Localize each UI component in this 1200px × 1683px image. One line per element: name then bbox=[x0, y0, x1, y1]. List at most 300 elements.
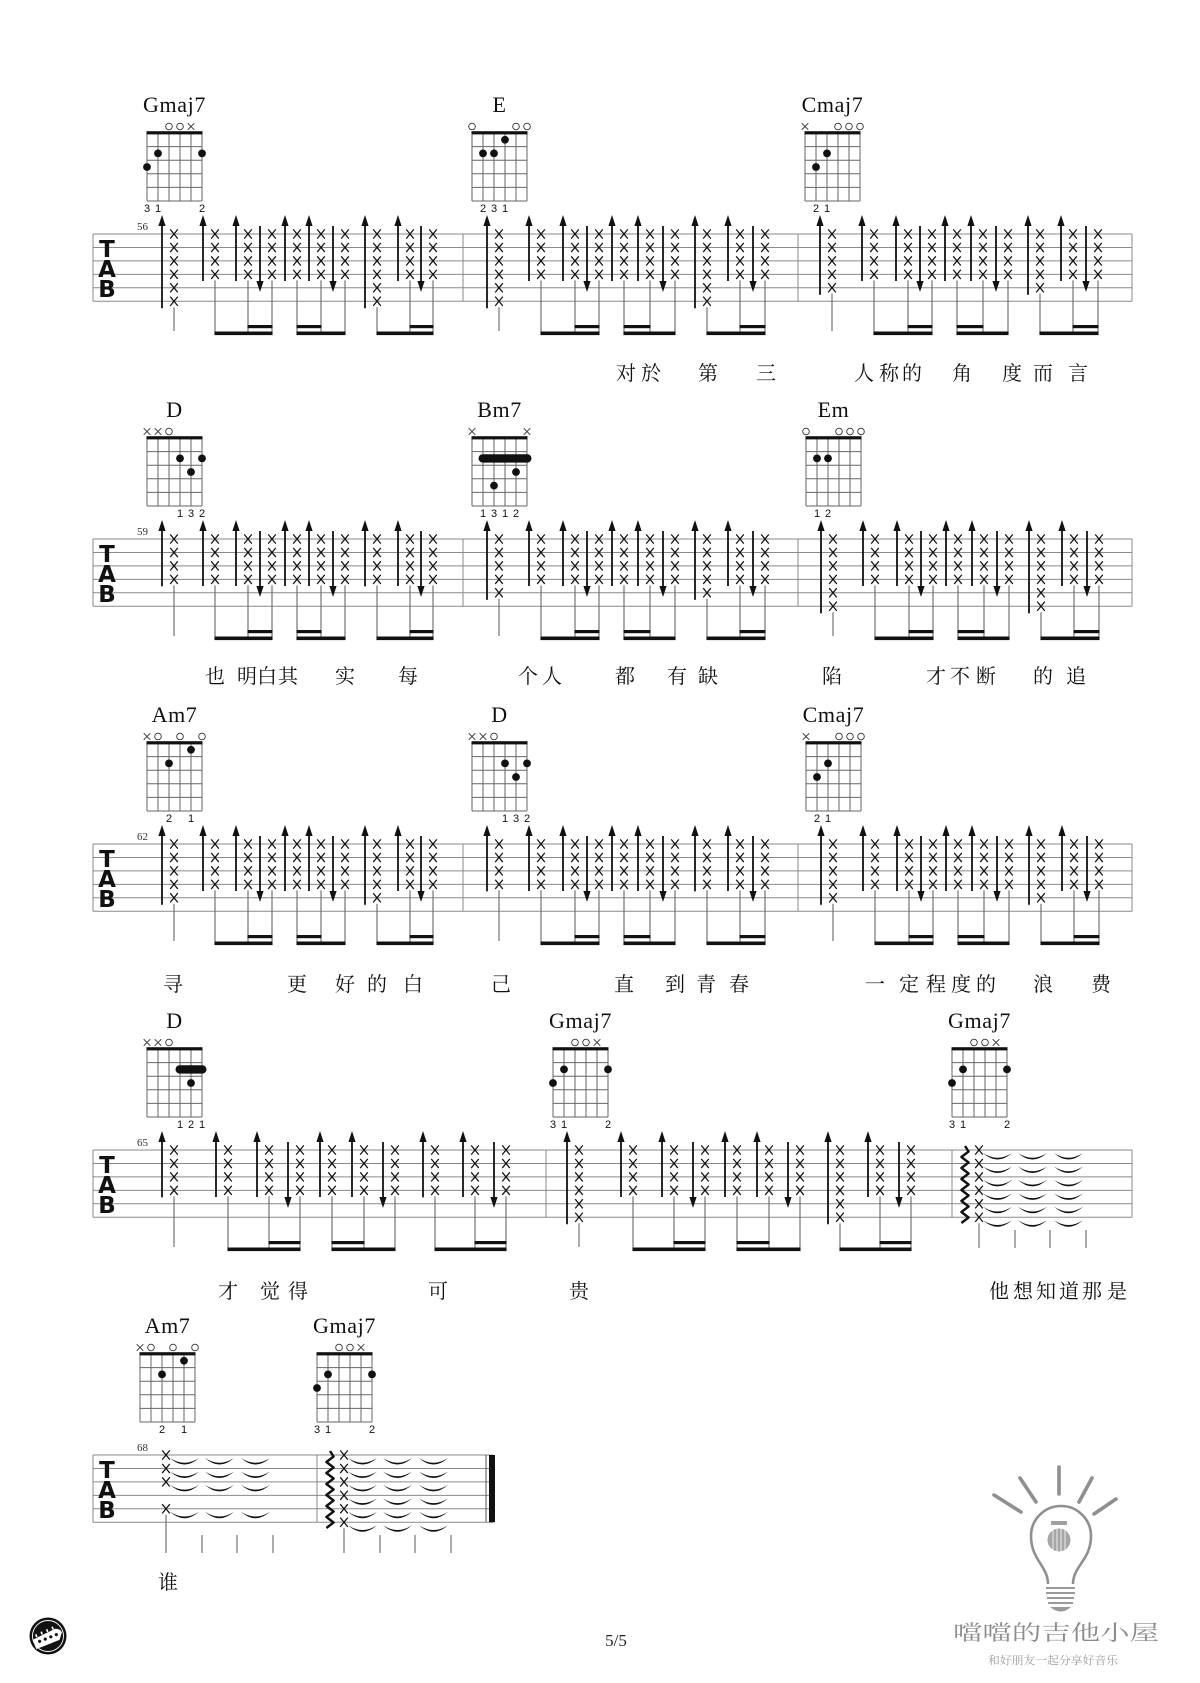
lyric-syllable: 浪 bbox=[1033, 972, 1053, 996]
eighth-beam bbox=[541, 942, 600, 946]
finger-dot bbox=[158, 1371, 166, 1379]
strum-event bbox=[892, 215, 911, 335]
open-string-icon bbox=[857, 123, 864, 130]
tab-system bbox=[93, 1313, 495, 1594]
eighth-beam bbox=[958, 942, 1010, 946]
open-string-icon bbox=[148, 1344, 155, 1351]
arrow-up-icon bbox=[859, 825, 866, 836]
tab-clef-letter: B bbox=[98, 887, 116, 913]
tie-arc bbox=[419, 1471, 448, 1478]
arrow-up-icon bbox=[816, 215, 823, 226]
sixteenth-beam bbox=[410, 325, 434, 328]
finger-dot bbox=[187, 468, 195, 476]
strum-event bbox=[158, 215, 177, 331]
finger-dot bbox=[823, 150, 831, 158]
arrow-down-icon bbox=[379, 1197, 386, 1208]
arrow-up-icon bbox=[817, 520, 824, 531]
arrow-down-icon bbox=[992, 281, 999, 292]
nut bbox=[806, 741, 862, 744]
strum-event bbox=[394, 215, 413, 335]
measure-number: 65 bbox=[137, 1137, 148, 1149]
chord-diagram bbox=[803, 397, 865, 520]
arrow-up-icon bbox=[1058, 825, 1065, 836]
arrow-up-icon bbox=[305, 825, 312, 836]
tie-arc bbox=[241, 1485, 270, 1492]
measure-number: 68 bbox=[137, 1442, 148, 1454]
strum-event bbox=[859, 520, 878, 640]
lyric-syllable: 人 bbox=[542, 664, 562, 688]
muted-string-icon bbox=[155, 428, 162, 435]
arrow-up-icon bbox=[199, 825, 206, 836]
finger-number: 3 bbox=[512, 813, 520, 825]
eighth-beam bbox=[377, 942, 434, 946]
tie-arc bbox=[348, 1471, 377, 1478]
strum-event bbox=[419, 1131, 438, 1251]
strum-event bbox=[394, 825, 413, 945]
arrow-down-icon bbox=[329, 891, 336, 902]
guitar-bridge-icon bbox=[1051, 1521, 1067, 1525]
arrow-down-icon bbox=[993, 891, 1000, 902]
lyric-syllable: 谁 bbox=[158, 1570, 178, 1594]
arrow-up-icon bbox=[617, 1131, 624, 1142]
sixteenth-beam bbox=[575, 935, 600, 938]
arrow-up-icon bbox=[212, 1131, 219, 1142]
finger-number: 1 bbox=[324, 1424, 332, 1436]
arrow-up-icon bbox=[724, 215, 731, 226]
finger-number: 2 bbox=[158, 1424, 166, 1436]
arrow-up-icon bbox=[721, 1131, 728, 1142]
chord-diagram bbox=[948, 1008, 1011, 1131]
open-string-icon bbox=[336, 1344, 343, 1351]
open-string-icon bbox=[491, 733, 498, 740]
arrow-up-icon bbox=[419, 1131, 426, 1142]
lyric-syllable: 白 bbox=[257, 664, 277, 688]
chord-name: Gmaj7 bbox=[313, 1313, 376, 1338]
arrow-down-icon bbox=[256, 281, 263, 292]
muted-string-icon bbox=[137, 1344, 144, 1351]
arrow-up-icon bbox=[691, 215, 698, 226]
eighth-beam bbox=[541, 637, 600, 641]
arrow-up-icon bbox=[158, 215, 165, 226]
sixteenth-beam bbox=[624, 325, 651, 328]
lyric-syllable: 他 bbox=[989, 1279, 1009, 1303]
finger-dot bbox=[501, 136, 509, 144]
tie-arc bbox=[383, 1512, 412, 1519]
arrow-up-icon bbox=[232, 825, 239, 836]
arrow-down-icon bbox=[917, 891, 924, 902]
tie-arc bbox=[241, 1471, 270, 1478]
measure bbox=[144, 397, 463, 640]
arrow-up-icon bbox=[608, 825, 615, 836]
lyric-syllable: 而 bbox=[1033, 361, 1053, 385]
sixteenth-beam bbox=[1073, 325, 1099, 328]
lyric-syllable: 的 bbox=[367, 972, 387, 996]
strum-event bbox=[967, 215, 986, 335]
lyric-syllable: 费 bbox=[1091, 972, 1111, 996]
lyric-syllable: 都 bbox=[615, 664, 635, 688]
strum-event bbox=[329, 226, 348, 335]
strum-event bbox=[917, 836, 936, 945]
arrow-up-icon bbox=[634, 215, 641, 226]
finger-number: 2 bbox=[1003, 1119, 1011, 1131]
muted-string-icon bbox=[358, 1344, 365, 1351]
strum-event bbox=[784, 1142, 803, 1251]
page-number: 5/5 bbox=[605, 1631, 627, 1650]
lyric-syllable: 角 bbox=[952, 361, 972, 385]
strum-event bbox=[721, 1131, 740, 1251]
measure bbox=[313, 1313, 495, 1553]
chord-diagram bbox=[144, 397, 206, 520]
open-string-icon bbox=[847, 733, 854, 740]
chord-name: D bbox=[491, 702, 508, 727]
strum-event bbox=[968, 520, 987, 640]
tie-arc bbox=[1018, 1220, 1047, 1227]
tie-arc bbox=[241, 1458, 270, 1465]
arrow-down-icon bbox=[917, 586, 924, 597]
strum-event bbox=[1083, 836, 1102, 945]
strum-event bbox=[199, 520, 218, 640]
lyric-syllable: 对 bbox=[616, 361, 636, 385]
tie-arc bbox=[419, 1525, 448, 1532]
finger-number: 2 bbox=[523, 813, 531, 825]
tie-arc bbox=[1018, 1153, 1047, 1160]
chord-name: Gmaj7 bbox=[549, 1008, 612, 1033]
strum-event bbox=[212, 1131, 231, 1251]
tie-arc bbox=[205, 1471, 234, 1478]
strum-event bbox=[559, 520, 578, 640]
arrow-up-icon bbox=[199, 520, 206, 531]
logo-title: 噹噹的吉他小屋 bbox=[953, 1621, 1159, 1645]
arrow-down-icon bbox=[583, 281, 590, 292]
eighth-beam bbox=[541, 332, 600, 336]
arrow-up-icon bbox=[942, 520, 949, 531]
eighth-beam bbox=[215, 332, 273, 336]
finger-dot bbox=[948, 1079, 956, 1087]
finger-dot bbox=[313, 1384, 321, 1392]
arrow-up-icon bbox=[158, 825, 165, 836]
finger-number: 2 bbox=[198, 508, 206, 520]
lyrics-line bbox=[205, 664, 1086, 688]
arrow-up-icon bbox=[1025, 825, 1032, 836]
eighth-beam bbox=[228, 1248, 301, 1252]
arrow-up-icon bbox=[724, 520, 731, 531]
finger-number: 1 bbox=[501, 203, 509, 215]
measure-number: 56 bbox=[137, 221, 148, 233]
strum-event bbox=[361, 825, 380, 945]
strum-event bbox=[608, 520, 627, 640]
sixteenth-beam bbox=[958, 630, 985, 633]
open-string-icon bbox=[846, 123, 853, 130]
bulb-base-icon bbox=[1046, 1588, 1075, 1603]
arrow-up-icon bbox=[394, 825, 401, 836]
barre-bar bbox=[479, 454, 532, 462]
arrow-down-icon bbox=[749, 891, 756, 902]
strum-event bbox=[316, 1131, 335, 1251]
strum-event bbox=[525, 825, 544, 945]
strum-event bbox=[253, 1131, 272, 1251]
open-string-icon bbox=[803, 428, 810, 435]
strum-event bbox=[158, 520, 177, 636]
lyric-syllable: 程 bbox=[926, 972, 946, 996]
tie-arc bbox=[419, 1458, 448, 1465]
finger-dot bbox=[187, 1079, 195, 1087]
guitar-body-icon bbox=[1048, 1529, 1071, 1552]
arrow-up-icon bbox=[281, 215, 288, 226]
lyric-syllable: 才 bbox=[218, 1279, 238, 1303]
arpeggio-wavy-line bbox=[961, 1146, 968, 1223]
strum-event bbox=[1025, 520, 1044, 640]
strum-event bbox=[559, 215, 578, 335]
chord-diagram bbox=[469, 702, 531, 825]
finger-number: 1 bbox=[501, 813, 509, 825]
open-string-icon bbox=[177, 733, 184, 740]
finger-dot bbox=[1003, 1066, 1011, 1074]
strum-event bbox=[608, 215, 627, 335]
sixteenth-beam bbox=[740, 325, 766, 328]
arrow-up-icon bbox=[864, 1131, 871, 1142]
arrow-up-icon bbox=[968, 520, 975, 531]
arrow-up-icon bbox=[1057, 215, 1064, 226]
strum-event bbox=[724, 520, 743, 640]
arrow-down-icon bbox=[490, 1197, 497, 1208]
eighth-beam bbox=[737, 1248, 801, 1252]
finger-dot bbox=[198, 150, 206, 158]
finger-number: 2 bbox=[187, 1119, 195, 1131]
arrow-up-icon bbox=[559, 215, 566, 226]
sixteenth-beam bbox=[740, 630, 766, 633]
tab-clef-letter: T bbox=[99, 542, 115, 568]
strum-event bbox=[1025, 825, 1044, 945]
strum-event bbox=[749, 226, 768, 335]
lyric-syllable: 言 bbox=[1068, 361, 1088, 385]
open-string-icon bbox=[347, 1344, 354, 1351]
open-string-icon bbox=[166, 1039, 173, 1046]
open-string-icon bbox=[166, 123, 173, 130]
muted-string-icon bbox=[144, 1039, 151, 1046]
arrow-up-icon bbox=[158, 520, 165, 531]
arrow-up-icon bbox=[1025, 520, 1032, 531]
tab-system bbox=[93, 1008, 1132, 1303]
tie-arc bbox=[1054, 1153, 1083, 1160]
sixteenth-beam bbox=[880, 1241, 912, 1244]
finger-dot bbox=[523, 760, 531, 768]
chord-diagram bbox=[143, 92, 206, 215]
arrow-up-icon bbox=[608, 520, 615, 531]
lyric-syllable: 知 bbox=[1036, 1279, 1056, 1303]
arrow-up-icon bbox=[525, 215, 532, 226]
sixteenth-beam bbox=[624, 630, 651, 633]
sixteenth-beam bbox=[674, 1241, 706, 1244]
finger-dot bbox=[368, 1371, 376, 1379]
finger-number: 2 bbox=[604, 1119, 612, 1131]
open-string-icon bbox=[858, 428, 865, 435]
chord-diagram bbox=[144, 1008, 207, 1131]
lyric-syllable: 己 bbox=[491, 972, 511, 996]
arrow-up-icon bbox=[483, 215, 490, 226]
chord-name: D bbox=[166, 397, 183, 422]
finger-dot bbox=[180, 1357, 188, 1365]
tab-clef-letter: T bbox=[99, 1458, 115, 1484]
finger-number: 2 bbox=[824, 508, 832, 520]
lyric-syllable: 不 bbox=[950, 664, 970, 688]
tie-arc bbox=[383, 1458, 412, 1465]
sixteenth-beam bbox=[248, 325, 273, 328]
arrow-up-icon bbox=[525, 825, 532, 836]
nut bbox=[317, 1352, 373, 1355]
finger-number: 1 bbox=[479, 508, 487, 520]
tie-arc bbox=[205, 1485, 234, 1492]
arrow-up-icon bbox=[199, 215, 206, 226]
strum-event bbox=[617, 1131, 636, 1251]
chord-diagram bbox=[549, 1008, 612, 1131]
lyric-syllable: 追 bbox=[1066, 664, 1086, 688]
lyric-syllable: 个 bbox=[518, 664, 538, 688]
arrow-down-icon bbox=[583, 891, 590, 902]
arrow-up-icon bbox=[394, 520, 401, 531]
strum-event bbox=[525, 215, 544, 335]
tab-clef-letter: T bbox=[99, 1153, 115, 1179]
finger-number: 1 bbox=[823, 203, 831, 215]
eighth-beam bbox=[1041, 942, 1100, 946]
strum-event bbox=[1083, 531, 1102, 640]
tie-arc bbox=[170, 1458, 199, 1465]
arrow-up-icon bbox=[483, 520, 490, 531]
arrow-up-icon bbox=[691, 825, 698, 836]
sixteenth-beam bbox=[410, 630, 434, 633]
strum-event bbox=[634, 215, 653, 335]
open-string-icon bbox=[166, 428, 173, 435]
strum-event bbox=[256, 836, 275, 945]
arrow-down-icon bbox=[256, 891, 263, 902]
strum-event bbox=[753, 1131, 772, 1251]
finger-dot bbox=[604, 1066, 612, 1074]
tie-arc bbox=[1018, 1193, 1047, 1200]
lyric-syllable: 也 bbox=[205, 664, 225, 688]
strum-event bbox=[817, 520, 836, 636]
strum-event bbox=[916, 226, 935, 335]
lyrics-line bbox=[163, 972, 1112, 996]
arrow-up-icon bbox=[394, 215, 401, 226]
tab-staff bbox=[93, 1455, 493, 1524]
lyric-syllable: 其 bbox=[278, 664, 298, 688]
arrow-up-icon bbox=[563, 1131, 570, 1142]
arrow-up-icon bbox=[281, 520, 288, 531]
lyric-syllable: 好 bbox=[335, 972, 355, 996]
arrow-up-icon bbox=[361, 825, 368, 836]
lyric-syllable: 度 bbox=[1002, 361, 1022, 385]
tie-arc bbox=[383, 1498, 412, 1505]
finger-dot bbox=[824, 455, 832, 463]
guitar-headstock-badge-icon bbox=[30, 1618, 67, 1655]
nut bbox=[140, 1352, 196, 1355]
arrow-up-icon bbox=[361, 215, 368, 226]
finger-dot bbox=[198, 455, 206, 463]
open-string-icon bbox=[170, 1344, 177, 1351]
muted-string-icon bbox=[469, 733, 476, 740]
arrow-up-icon bbox=[967, 215, 974, 226]
sixteenth-beam bbox=[297, 630, 322, 633]
measure bbox=[137, 1313, 317, 1553]
arrow-up-icon bbox=[361, 520, 368, 531]
open-string-icon bbox=[199, 733, 206, 740]
arrow-up-icon bbox=[691, 520, 698, 531]
finger-dot bbox=[813, 455, 821, 463]
arrow-up-icon bbox=[525, 520, 532, 531]
muted-string-icon bbox=[803, 733, 810, 740]
strum-event bbox=[284, 1142, 303, 1251]
arrow-up-icon bbox=[608, 215, 615, 226]
arrow-up-icon bbox=[968, 825, 975, 836]
arrow-down-icon bbox=[916, 281, 923, 292]
finger-dot bbox=[165, 760, 173, 768]
strum-event bbox=[824, 1131, 843, 1251]
sixteenth-beam bbox=[248, 935, 273, 938]
strum-event bbox=[941, 215, 960, 335]
strum-event bbox=[659, 531, 678, 640]
tie-arc bbox=[170, 1485, 199, 1492]
strum-event bbox=[232, 215, 251, 335]
eighth-beam bbox=[958, 637, 1010, 641]
arrow-up-icon bbox=[232, 215, 239, 226]
chord-name: D bbox=[166, 1008, 183, 1033]
eighth-beam bbox=[332, 1248, 396, 1252]
arrow-up-icon bbox=[893, 520, 900, 531]
tie-arc bbox=[170, 1512, 199, 1519]
strum-event bbox=[305, 215, 324, 335]
strum-event bbox=[559, 825, 578, 945]
arrow-down-icon bbox=[689, 1197, 696, 1208]
eighth-beam bbox=[624, 637, 676, 641]
finger-dot bbox=[490, 150, 498, 158]
lyric-syllable: 道 bbox=[1059, 1279, 1079, 1303]
arrow-up-icon bbox=[459, 1131, 466, 1142]
arrow-up-icon bbox=[559, 520, 566, 531]
strum-event bbox=[993, 836, 1012, 945]
strum-event bbox=[859, 825, 878, 945]
arrow-up-icon bbox=[893, 825, 900, 836]
lightbulb-guitar-logo bbox=[953, 1467, 1159, 1667]
arrow-up-icon bbox=[634, 520, 641, 531]
strum-event bbox=[232, 825, 251, 945]
finger-number: 1 bbox=[198, 1119, 206, 1131]
strum-event bbox=[256, 226, 275, 335]
strum-event bbox=[281, 215, 300, 335]
finger-number: 2 bbox=[198, 203, 206, 215]
eighth-beam bbox=[297, 332, 346, 336]
strum-event bbox=[1024, 215, 1043, 335]
strum-event bbox=[608, 825, 627, 945]
arrow-down-icon bbox=[659, 891, 666, 902]
tie-arc bbox=[983, 1166, 1012, 1173]
tab-systems bbox=[93, 92, 1132, 1594]
sixteenth-beam bbox=[909, 935, 934, 938]
finger-dot bbox=[512, 773, 520, 781]
tab-clef-letter: T bbox=[99, 847, 115, 873]
strum-event bbox=[281, 825, 300, 945]
measure bbox=[803, 702, 1132, 945]
final-barline-thick bbox=[489, 1455, 495, 1522]
tie-arc bbox=[983, 1153, 1012, 1160]
sixteenth-beam bbox=[909, 630, 934, 633]
lyric-syllable: 定 bbox=[899, 972, 919, 996]
nut bbox=[472, 741, 528, 744]
tie-arc bbox=[383, 1485, 412, 1492]
open-string-icon bbox=[572, 1039, 579, 1046]
tab-clef-letter: B bbox=[98, 1193, 116, 1219]
finger-number: 1 bbox=[813, 508, 821, 520]
logo-subtitle: 和好朋友一起分享好音乐 bbox=[988, 1654, 1109, 1667]
strum-event bbox=[232, 520, 251, 640]
